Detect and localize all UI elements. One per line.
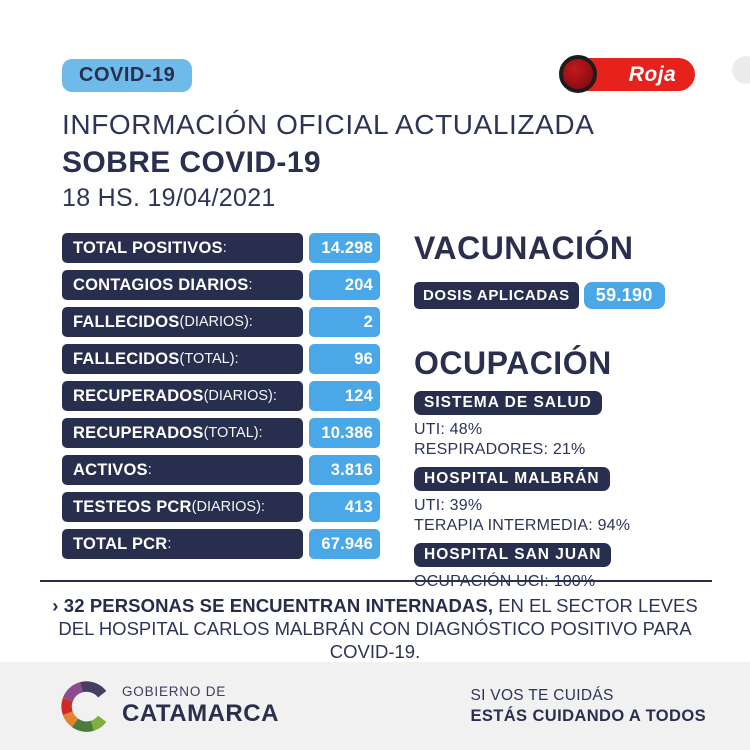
stat-label: [62, 307, 303, 337]
tagline-line1: SI VOS TE CUIDÁS: [470, 686, 614, 704]
stat-name: TOTAL PCR: [73, 534, 168, 553]
logo-government-label: GOBIERNO DE: [122, 684, 227, 699]
stat-value: 124: [309, 381, 380, 411]
occupancy-badge: SISTEMA DE SALUD: [414, 391, 602, 415]
page-title-line2: SOBRE COVID-19: [62, 146, 321, 179]
title-block: [62, 109, 595, 213]
stat-label: [62, 455, 303, 485]
stat-name: RECUPERADOS: [73, 386, 204, 405]
stat-suffix: (TOTAL):: [179, 351, 239, 367]
stat-suffix: (DIARIOS):: [191, 499, 265, 515]
government-logo: [58, 678, 279, 735]
note-bold-text: 32 PERSONAS SE ENCUENTRAN INTERNADAS,: [58, 595, 494, 616]
stat-label: [62, 381, 303, 411]
stat-suffix: :: [167, 536, 172, 552]
table-row: [62, 529, 380, 559]
footer: [0, 662, 750, 750]
occupancy-line: RESPIRADORES: 21%: [414, 441, 586, 458]
divider: [40, 580, 712, 582]
doses-value: 59.190: [584, 282, 665, 309]
vaccination-heading: VACUNACIÓN: [414, 230, 634, 266]
table-row: [62, 270, 380, 300]
doses-label: DOSIS APLICADAS: [414, 282, 579, 309]
stats-table: [62, 233, 380, 566]
stat-name: ACTIVOS: [73, 460, 148, 479]
stat-label: [62, 492, 303, 522]
stat-name: TOTAL POSITIVOS: [73, 238, 223, 257]
occupancy-badge: HOSPITAL MALBRÁN: [414, 467, 610, 491]
logo-province-label: CATAMARCA: [122, 700, 279, 727]
occupancy-line: UTI: 48%: [414, 421, 483, 438]
stat-name: FALLECIDOS: [73, 349, 180, 368]
occupancy-section-hospital-malbran: [414, 458, 720, 534]
table-row: [62, 455, 380, 485]
stat-value: 204: [309, 270, 380, 300]
decorative-dot: [732, 56, 750, 84]
tagline-line2: ESTÁS CUIDANDO A TODOS: [470, 706, 706, 725]
occupancy-badge: HOSPITAL SAN JUAN: [414, 543, 611, 567]
report-datetime: 18 HS. 19/04/2021: [62, 184, 276, 212]
occupancy-line: TERAPIA INTERMEDIA: 94%: [414, 517, 631, 534]
table-row: [62, 492, 380, 522]
occupancy-section-sistema-de-salud: [414, 382, 720, 458]
stat-value: 10.386: [309, 418, 380, 448]
table-row: [62, 307, 380, 337]
table-row: [62, 233, 380, 263]
doses-row: [414, 282, 720, 309]
stat-value: 96: [309, 344, 380, 374]
occupancy-line: UTI: 39%: [414, 497, 483, 514]
logo-text: [122, 684, 279, 728]
stat-value: 14.298: [309, 233, 380, 263]
stat-value: 67.946: [309, 529, 380, 559]
stat-suffix: :: [222, 240, 227, 256]
stat-value: 3.816: [309, 455, 380, 485]
page-title-line1: INFORMACIÓN OFICIAL ACTUALIZADA: [62, 109, 595, 140]
stat-name: RECUPERADOS: [73, 423, 204, 442]
table-row: [62, 344, 380, 374]
stat-suffix: (DIARIOS):: [203, 388, 277, 404]
alert-level-badge: [566, 58, 695, 91]
stat-suffix: (TOTAL):: [203, 425, 263, 441]
stat-value: 2: [309, 307, 380, 337]
stat-label: [62, 344, 303, 374]
stat-label: [62, 418, 303, 448]
stat-name: CONTAGIOS DIARIOS: [73, 275, 249, 294]
campaign-tagline: [470, 687, 706, 726]
right-column: [414, 230, 720, 590]
catamarca-c-icon: [58, 678, 115, 735]
alert-circle-icon: [559, 55, 597, 93]
stat-name: FALLECIDOS: [73, 312, 180, 331]
stat-value: 413: [309, 492, 380, 522]
stat-suffix: :: [147, 462, 152, 478]
table-row: [62, 418, 380, 448]
covid19-badge: COVID-19: [62, 59, 192, 92]
stat-label: [62, 270, 303, 300]
stat-label: [62, 233, 303, 263]
note-arrow-icon: ›: [52, 595, 59, 616]
hospitalization-note: [47, 594, 703, 663]
stat-suffix: (DIARIOS):: [179, 314, 253, 330]
table-row: [62, 381, 380, 411]
alert-level-label: Roja: [628, 62, 677, 86]
note-regular-text: EN EL SECTOR LEVES DEL HOSPITAL CARLOS MALBRÁN CON DIAGNÓSTICO POSITIVO PARA COVID-19.: [58, 595, 698, 662]
occupancy-heading: OCUPACIÓN: [414, 345, 612, 381]
stat-suffix: :: [248, 277, 253, 293]
stat-name: TESTEOS PCR: [73, 497, 192, 516]
stat-label: [62, 529, 303, 559]
